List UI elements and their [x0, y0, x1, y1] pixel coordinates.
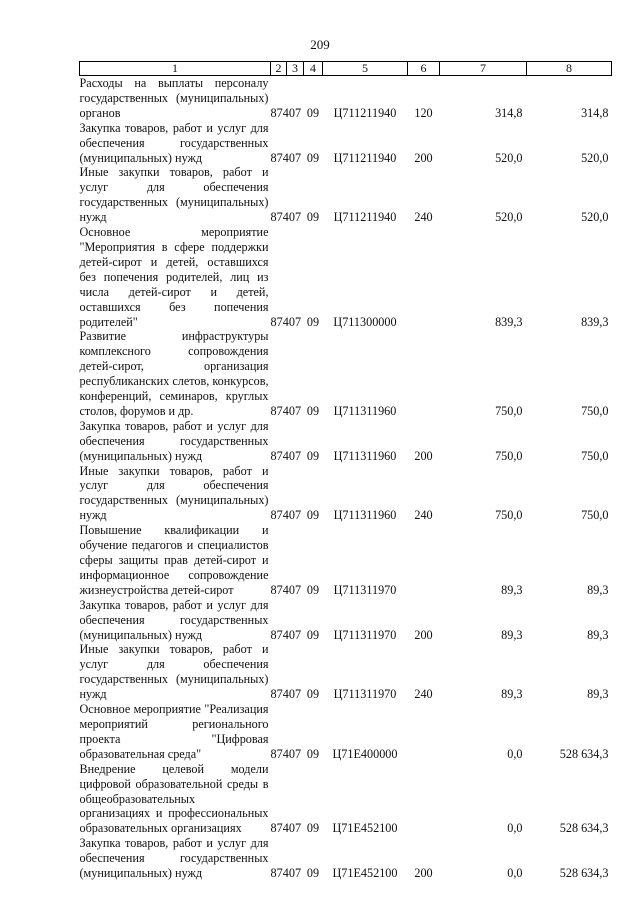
section-code: 07	[288, 210, 302, 225]
header-col-3: 3	[287, 62, 304, 76]
expense-type-code	[408, 523, 440, 598]
amount-col-7: 750,0	[495, 448, 523, 463]
target-article-code: Ц71Е452100	[332, 866, 398, 881]
page-number: 209	[310, 37, 330, 52]
subsection-code: 09	[306, 448, 320, 463]
amount-col-8: 528 634,3	[559, 746, 609, 761]
amount-col-7: 520,0	[495, 210, 523, 225]
target-article-code: Ц711211940	[333, 150, 397, 165]
subsection-code: 09	[306, 821, 320, 836]
subsection-code: 09	[306, 508, 320, 523]
expense-type-code: 200	[414, 448, 433, 463]
amount-col-8: 520,0	[581, 210, 609, 225]
expense-name: Иные закупки товаров, работ и услуг для обеспечения государственных (муниципальных) нужд	[79, 642, 269, 702]
amount-col-8: 89,3	[587, 582, 609, 597]
amount-col-7: 520,0	[495, 150, 523, 165]
header-col-5: 5	[323, 62, 408, 76]
ministry-code: 874	[270, 821, 289, 836]
expense-type-code: 240	[414, 508, 433, 523]
section-code: 07	[288, 403, 302, 418]
table-row	[80, 329, 612, 418]
section-code: 07	[288, 582, 302, 597]
expense-type-code: 200	[414, 627, 433, 642]
expense-name: Основное мероприятие "Мероприятия в сфере поддержки детей-сирот и детей, оставшихся без попечения родителей, лиц из числа детей-сирот и детей, оставшихся без попечения родителей"	[79, 225, 269, 329]
header-col-4: 4	[304, 62, 323, 76]
ministry-code: 874	[270, 210, 289, 225]
header-col-6: 6	[408, 62, 440, 76]
amount-col-8: 528 634,3	[559, 821, 609, 836]
expense-name: Иные закупки товаров, работ и услуг для обеспечения государственных (муниципальных) нужд	[79, 463, 269, 523]
expense-type-code: 120	[414, 105, 433, 120]
subsection-code: 09	[306, 314, 320, 329]
target-article-code: Ц711211940	[333, 210, 397, 225]
table-row	[80, 464, 612, 524]
target-article-code: Ц711211940	[333, 105, 397, 120]
ministry-code: 874	[270, 150, 289, 165]
table-row	[80, 598, 612, 643]
amount-col-7: 0,0	[507, 821, 523, 836]
header-col-1: 1	[80, 62, 271, 76]
amount-col-8: 839,3	[581, 314, 609, 329]
amount-col-8: 750,0	[581, 448, 609, 463]
expense-name: Развитие инфраструктуры комплексного сопровождения детей-сирот, организация республиканских слетов, конкурсов, конференций, семинаров, круглых столов, форумов и др.	[79, 329, 269, 418]
target-article-code: Ц711311960	[333, 508, 397, 523]
expense-type-code	[408, 762, 440, 837]
section-code: 07	[288, 448, 302, 463]
section-code: 07	[288, 314, 302, 329]
amount-col-7: 89,3	[501, 582, 523, 597]
expense-name: Закупка товаров, работ и услуг для обеспечения государственных (муниципальных) нужд	[79, 836, 269, 881]
amount-col-7: 0,0	[507, 866, 523, 881]
section-code: 07	[288, 105, 302, 120]
ministry-code: 874	[270, 403, 289, 418]
section-code: 07	[288, 821, 302, 836]
header-col-8: 8	[527, 62, 612, 76]
expense-name: Основное мероприятие "Реализация мероприятий регионального проекта "Цифровая образовательная среда"	[79, 702, 269, 761]
amount-col-7: 839,3	[495, 314, 523, 329]
expense-name: Закупка товаров, работ и услуг для обеспечения государственных (муниципальных) нужд	[79, 597, 269, 642]
target-article-code: Ц711311970	[333, 627, 397, 642]
expense-type-code: 240	[414, 210, 433, 225]
expense-name: Расходы на выплаты персоналу государственных (муниципальных) органов	[79, 76, 269, 120]
target-article-code: Ц711300000	[333, 314, 397, 329]
expense-name: Иные закупки товаров, работ и услуг для обеспечения государственных (муниципальных) нужд	[79, 165, 269, 225]
section-code: 07	[288, 687, 302, 702]
subsection-code: 09	[306, 150, 320, 165]
amount-col-8: 750,0	[581, 403, 609, 418]
section-code: 07	[288, 627, 302, 642]
expense-name: Закупка товаров, работ и услуг для обеспечения государственных (муниципальных) нужд	[79, 418, 269, 463]
table-row	[80, 702, 612, 762]
subsection-code: 09	[306, 403, 320, 418]
amount-col-8: 528 634,3	[559, 866, 609, 881]
section-code: 07	[288, 150, 302, 165]
expense-type-code: 200	[414, 150, 433, 165]
subsection-code: 09	[306, 210, 320, 225]
amount-col-8: 750,0	[581, 508, 609, 523]
target-article-code: Ц711311970	[333, 582, 397, 597]
ministry-code: 874	[270, 508, 289, 523]
expense-type-code	[408, 702, 440, 762]
ministry-code: 874	[270, 746, 289, 761]
ministry-code: 874	[270, 687, 289, 702]
section-code: 07	[288, 746, 302, 761]
target-article-code: Ц71Е452100	[332, 821, 398, 836]
header-col-7: 7	[440, 62, 527, 76]
table-row	[80, 225, 612, 329]
header-col-2: 2	[271, 62, 287, 76]
expense-name: Закупка товаров, работ и услуг для обеспечения государственных (муниципальных) нужд	[79, 120, 269, 165]
table-row	[80, 419, 612, 464]
expense-name: Повышение квалификации и обучение педагогов и специалистов сферы защиты прав детей-сирот и информационное сопровождение жизнеустройства детей-сирот	[79, 523, 269, 597]
table-row	[80, 76, 612, 121]
ministry-code: 874	[270, 314, 289, 329]
table-row	[80, 642, 612, 702]
ministry-code: 874	[270, 582, 289, 597]
ministry-code: 874	[270, 627, 289, 642]
budget-table	[79, 61, 612, 881]
amount-col-8: 314,8	[581, 105, 609, 120]
expense-type-code	[408, 329, 440, 418]
amount-col-8: 89,3	[587, 687, 609, 702]
table-row	[80, 523, 612, 598]
subsection-code: 09	[306, 627, 320, 642]
table-row	[80, 121, 612, 166]
target-article-code: Ц71Е400000	[332, 746, 398, 761]
amount-col-7: 750,0	[495, 403, 523, 418]
expense-type-code	[408, 225, 440, 329]
amount-col-7: 750,0	[495, 508, 523, 523]
amount-col-7: 89,3	[501, 627, 523, 642]
section-code: 07	[288, 508, 302, 523]
amount-col-7: 0,0	[507, 746, 523, 761]
ministry-code: 874	[270, 866, 289, 881]
target-article-code: Ц711311970	[333, 687, 397, 702]
amount-col-8: 520,0	[581, 150, 609, 165]
expense-type-code: 240	[414, 687, 433, 702]
subsection-code: 09	[306, 866, 320, 881]
amount-col-8: 89,3	[587, 627, 609, 642]
subsection-code: 09	[306, 687, 320, 702]
table-row	[80, 836, 612, 881]
subsection-code: 09	[306, 746, 320, 761]
target-article-code: Ц711311960	[333, 403, 397, 418]
subsection-code: 09	[306, 582, 320, 597]
subsection-code: 09	[306, 105, 320, 120]
header-row	[80, 62, 612, 76]
table-row	[80, 165, 612, 225]
table-row	[80, 762, 612, 837]
amount-col-7: 314,8	[495, 105, 523, 120]
target-article-code: Ц711311960	[333, 448, 397, 463]
ministry-code: 874	[270, 448, 289, 463]
ministry-code: 874	[270, 105, 289, 120]
section-code: 07	[288, 866, 302, 881]
expense-type-code: 200	[414, 866, 433, 881]
amount-col-7: 89,3	[501, 687, 523, 702]
expense-name: Внедрение целевой модели цифровой образовательной среды в общеобразовательных организациях и профессиональных образовательных организациях	[79, 761, 269, 836]
